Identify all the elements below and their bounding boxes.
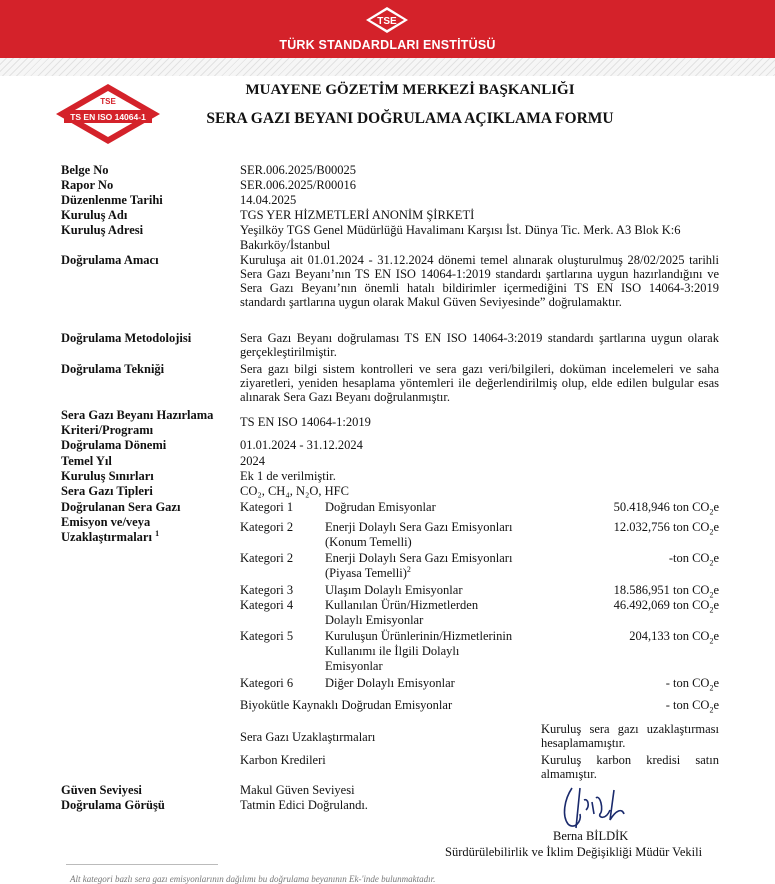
category-4-desc-line1: Kullanılan Ürün/Hizmetlerden [325,598,479,612]
category-2-location-desc-line1: Enerji Dolaylı Sera Gazı Emisyonları [325,520,513,534]
logo-text: TSE [377,16,397,27]
biomass-label: Biyokütle Kaynaklı Doğrudan Emisyonlar [240,698,453,712]
category-1: Kategori 1 [240,500,294,514]
category-5-desc-line1: Kuruluşun Ürünlerinin/Hizmetlerinin [325,629,513,643]
category-1-amount: 50.418,946 ton $CO_2e$ [613,500,719,517]
category-3: Kategori 3 [240,583,294,597]
metodoloji-value: Sera Gazı Beyanı doğrulaması TS EN ISO 14064-3:2019 standardı şartlarına uygun olarak gerçekleştirilmiştir. [240,331,719,359]
teknik-value: Sera gazı bilgi sistem kontrolleri ve sera gazı veri/bilgileri, doküman incelemeleri ve saha ziyaretleri, yeniden hesaplama yöntemleri ile değerlendirilmiş olup, elde edilen bulgular esas alınarak Sera Gazı Beyanı doğrulanmıştır. [240,362,719,404]
emisyon-label-line3 [61,530,159,544]
category-2-market-amount: -ton $CO_2e$ [668,551,719,568]
kriter-label-line1: Sera Gazı Beyanı Hazırlama [61,408,214,422]
header-banner [0,0,775,58]
kriter-label-line2: Kriteri/Programı [61,423,154,437]
badge-top-text: TSE [100,97,116,106]
guven-label: Güven Seviyesi [61,783,142,797]
category-2-market: Kategori 2 [240,551,294,565]
kurulus-adi-value: TGS YER HİZMETLERİ ANONİM ŞİRKETİ [240,208,475,222]
category-2-market-desc-line1: Enerji Dolaylı Sera Gazı Emisyonları [325,551,513,565]
sinirlar-value: Ek 1 de verilmiştir. [240,469,336,483]
removals-label: Sera Gazı Uzaklaştırmaları [240,730,376,744]
category-2-location-amount: 12.032,756 ton $CO_2e$ [613,520,719,537]
footnote: Alt kategori bazlı sera gazı emisyonlarının dağılımı bu doğrulama beyanının Ek-'inde bulunmaktadır. [70,874,436,884]
category-5: Kategori 5 [240,629,294,643]
amac-label: Doğrulama Amacı [61,253,159,267]
duzenlenme-value: 14.04.2025 [240,193,297,207]
footnote-divider [66,864,218,865]
kurulus-adresi-line1: Yeşilköy TGS Genel Müdürlüğü Havalimanı Karşısı İst. Dünya Tic. Merk. A3 Blok K:6 [240,223,681,237]
duzenlenme-label: Düzenlenme Tarihi [61,193,163,207]
tipler-value: CO₂, CH₄, N₂O, HFC [240,484,349,498]
category-5-desc-line3: Emisyonlar [325,659,383,673]
signatory-title: Sürdürülebilirlik ve İklim Değişikliği Müdür Vekili [445,845,703,859]
kriter-value: TS EN ISO 14064-1:2019 [240,415,371,429]
certification-badge-icon [54,82,162,146]
gorus-value: Tatmin Edici Doğrulandı. [240,798,368,812]
emisyon-label-line3-text: Uzaklaştırmaları [61,530,152,544]
sinirlar-label: Kuruluş Sınırları [61,469,154,483]
category-3-amount: 18.586,951 ton $CO_2e$ [613,583,719,600]
kurulus-adi-label: Kuruluş Adı [61,208,128,222]
department-title: MUAYENE GÖZETİM MERKEZİ BAŞKANLIĞI [245,82,575,98]
biomass-amount: - ton $CO_2e$ [665,698,719,715]
form-title: SERA GAZI BEYANI DOĞRULAMA AÇIKLAMA FORMU [206,110,614,127]
category-5-desc-line2: Kullanımı ile İlgili Dolaylı [325,644,460,658]
metodoloji-label: Doğrulama Metodolojisi [61,331,192,345]
rapor-no-value: SER.006.2025/R00016 [240,178,356,192]
emisyon-label-line2: Emisyon ve/veya [61,515,151,529]
emisyon-label-sup: 1 [155,528,160,538]
donem-label: Doğrulama Dönemi [61,438,167,452]
credits-label: Karbon Kredileri [240,753,326,767]
header-stripes [0,58,775,76]
gorus-label: Doğrulama Görüşü [61,798,165,812]
signatory-name: Berna BİLDİK [553,829,629,843]
teknik-label: Doğrulama Tekniği [61,362,165,376]
guven-value: Makul Güven Seviyesi [240,783,355,797]
kurulus-adresi-line2: Bakırköy/İstanbul [240,238,331,252]
kurulus-adresi-label: Kuruluş Adresi [61,223,144,237]
donem-value: 01.01.2024 - 31.12.2024 [240,438,363,452]
tipler-label: Sera Gazı Tipleri [61,484,153,498]
amac-value: Kuruluşa ait 01.01.2024 - 31.12.2024 dönemi temel alınarak oluşturulmuş 28/02/2025 tarihli Sera Gazı Beyanı’nın TS EN ISO 14064-1:2019 standardı şartlarına uygun hazırlandığını ve Sera Gazı Beyanı’nın önemli hatalı bildirimler içermediğini TS EN ISO 14064-3:2019 standardı şartlarına uygun olarak Makul Güven Seviyesinde” doğrulamaktır. [240,253,719,309]
category-6-desc: Diğer Dolaylı Emisyonlar [325,676,455,690]
category-1-desc: Doğrudan Emisyonlar [325,500,436,514]
removals-note: Kuruluş sera gazı uzaklaştırması hesaplamamıştır. [541,722,719,750]
category-2-market-desc-line2: (Piyasa Temelli)$^2$ [325,564,411,580]
category-2-location: Kategori 2 [240,520,294,534]
belge-no-value: SER.006.2025/B00025 [240,163,356,177]
category-2-market-sup: 2 [406,564,411,574]
category-4-amount: 46.492,069 ton $CO_2e$ [613,598,719,615]
temel-yil-value: 2024 [240,454,265,468]
category-2-location-desc-line2: (Konum Temelli) [325,535,412,549]
category-6-amount: - ton $CO_2e$ [665,676,719,693]
badge-bottom-text: TS EN ISO 14064-1 [70,112,146,122]
signature-icon [550,780,640,835]
category-5-amount: 204,133 ton $CO_2e$ [629,629,719,646]
emisyon-label-line1: Doğrulanan Sera Gazı [61,500,181,514]
temel-yil-label: Temel Yıl [61,454,112,468]
category-3-desc: Ulaşım Dolaylı Emisyonlar [325,583,463,597]
rapor-no-label: Rapor No [61,178,114,192]
category-4: Kategori 4 [240,598,294,612]
institute-name: TÜRK STANDARDLARI ENSTİTÜSÜ [279,38,496,52]
category-6: Kategori 6 [240,676,294,690]
tse-logo-icon [365,6,409,34]
credits-note: Kuruluş karbon kredisi satın almamıştır. [541,753,719,781]
category-4-desc-line2: Dolaylı Emisyonlar [325,613,424,627]
belge-no-label: Belge No [61,163,109,177]
